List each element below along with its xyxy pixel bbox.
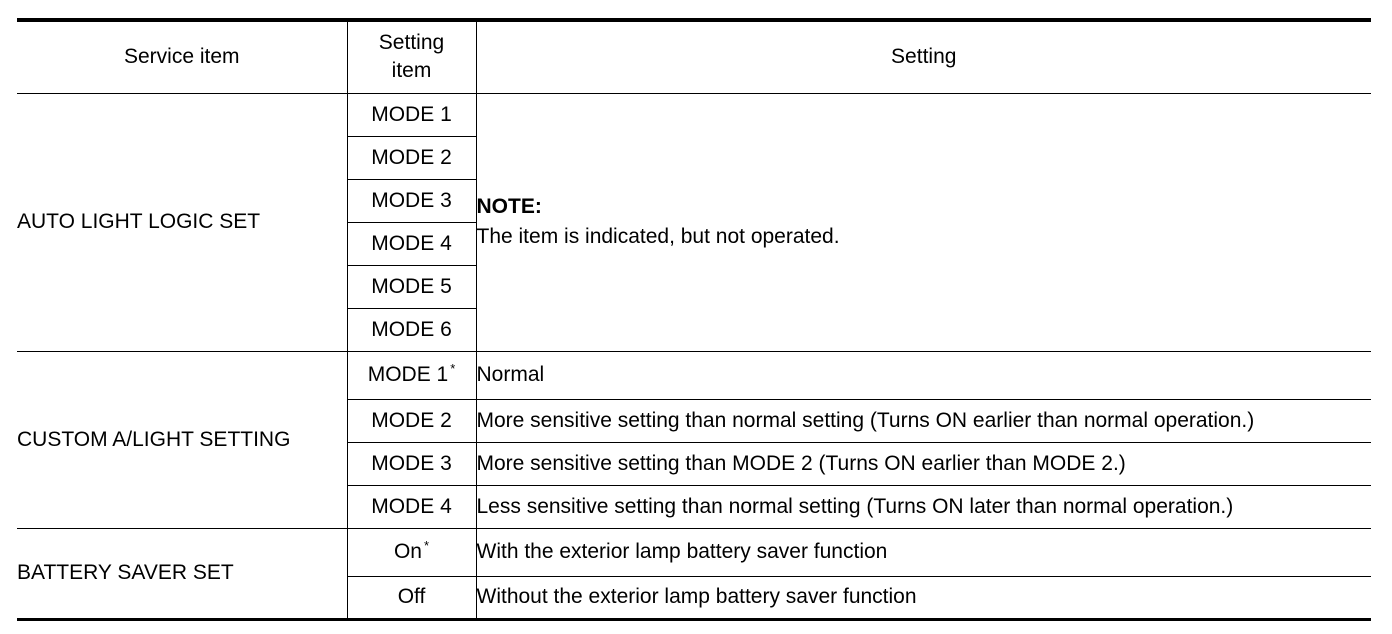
table-row xyxy=(17,528,1371,576)
header-service-item: Service item xyxy=(17,20,347,93)
setting-cell: More sensitive setting than MODE 2 (Turns ON earlier than MODE 2.) xyxy=(476,442,1371,485)
setting-item-cell: MODE 3 xyxy=(347,442,476,485)
setting-item-cell xyxy=(347,528,476,576)
service-item-cell: BATTERY SAVER SET xyxy=(17,528,347,619)
setting-item-cell: MODE 6 xyxy=(347,308,476,351)
setting-item-cell: MODE 4 xyxy=(347,485,476,528)
setting-item-cell: MODE 4 xyxy=(347,222,476,265)
setting-item-cell: MODE 1 xyxy=(347,93,476,136)
header-row xyxy=(17,20,1371,93)
setting-cell: With the exterior lamp battery saver function xyxy=(476,528,1371,576)
header-setting-item xyxy=(347,20,476,93)
setting-item-cell: Off xyxy=(347,576,476,619)
table-header xyxy=(17,20,1371,93)
group-auto-light-logic-set xyxy=(17,93,1371,351)
service-item-cell: CUSTOM A/LIGHT SETTING xyxy=(17,351,347,528)
default-asterisk: * xyxy=(423,538,430,553)
setting-item-cell: MODE 2 xyxy=(347,136,476,179)
table-row xyxy=(17,93,1371,136)
header-setting: Setting xyxy=(476,20,1371,93)
note-cell xyxy=(476,93,1371,351)
note-title: NOTE: xyxy=(476,195,542,218)
table-row xyxy=(17,351,1371,399)
note-text: The item is indicated, but not operated. xyxy=(476,225,840,248)
default-asterisk: * xyxy=(450,361,456,376)
header-setting-item-text: Setting item xyxy=(378,31,445,83)
group-battery-saver-set xyxy=(17,528,1371,619)
service-item-cell: AUTO LIGHT LOGIC SET xyxy=(17,93,347,351)
setting-item-cell xyxy=(347,351,476,399)
setting-cell: Without the exterior lamp battery saver function xyxy=(476,576,1371,619)
setting-item-cell: MODE 3 xyxy=(347,179,476,222)
service-settings-table xyxy=(17,18,1371,621)
setting-cell: More sensitive setting than normal setting (Turns ON earlier than normal operation.) xyxy=(476,399,1371,442)
setting-item-text: On xyxy=(393,540,422,563)
setting-cell: Normal xyxy=(476,351,1371,399)
setting-item-text: MODE 1 xyxy=(367,363,449,386)
setting-item-cell: MODE 5 xyxy=(347,265,476,308)
setting-item-cell: MODE 2 xyxy=(347,399,476,442)
group-custom-a-light-setting xyxy=(17,351,1371,528)
setting-cell: Less sensitive setting than normal setting (Turns ON later than normal operation.) xyxy=(476,485,1371,528)
